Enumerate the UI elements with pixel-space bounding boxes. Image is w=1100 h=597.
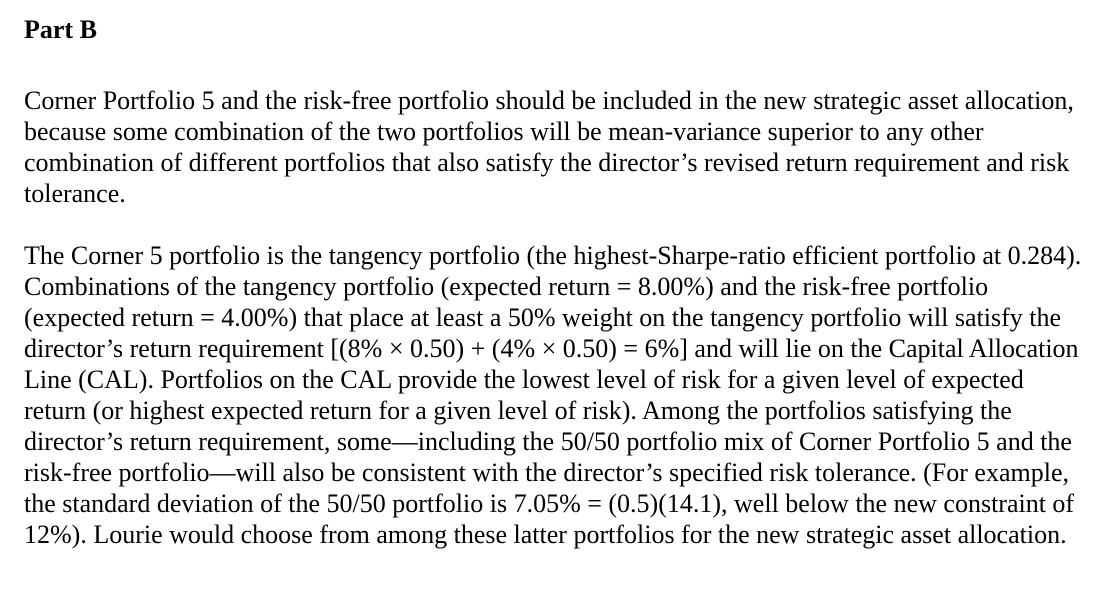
paragraph-explanation: The Corner 5 portfolio is the tangency portfolio (the highest-Sharpe-ratio efficient portfolio at 0.284). Combinations of the tangency portfolio (expected return = 8.00%) and the risk-free portfolio (expected return = 4.00%) that place at least a 50% weight on the tangency portfolio will satisfy the director’s return requirement [(8% × 0.50) + (4% × 0.50) = 6%] and will lie on the Capital Allocation Line (CAL). Portfolios on the CAL provide the lowest level of risk for a given level of expected return (or highest expected return for a given level of risk). Among the portfolios satisfying the director’s return requirement, some—including the 50/50 portfolio mix of Corner Portfolio 5 and the risk-free portfolio—will also be consistent with the director’s specified risk tolerance. (For example, the standard deviation of the 50/50 portfolio is 7.05% = (0.5)(14.1), well below the new constraint of 12%). Lourie would choose from among these latter portfolios for the new strategic asset allocation. [24,241,1082,549]
paragraph-recommendation: Corner Portfolio 5 and the risk-free portfolio should be included in the new strategic asset allocation, because some combination of the two portfolios will be mean-variance superior to any other combination of different portfolios that also satisfy the director’s revised return requirement and risk tolerance. [24,86,1074,208]
document-page [24,14,1084,550]
section-heading: Part B [24,15,97,44]
